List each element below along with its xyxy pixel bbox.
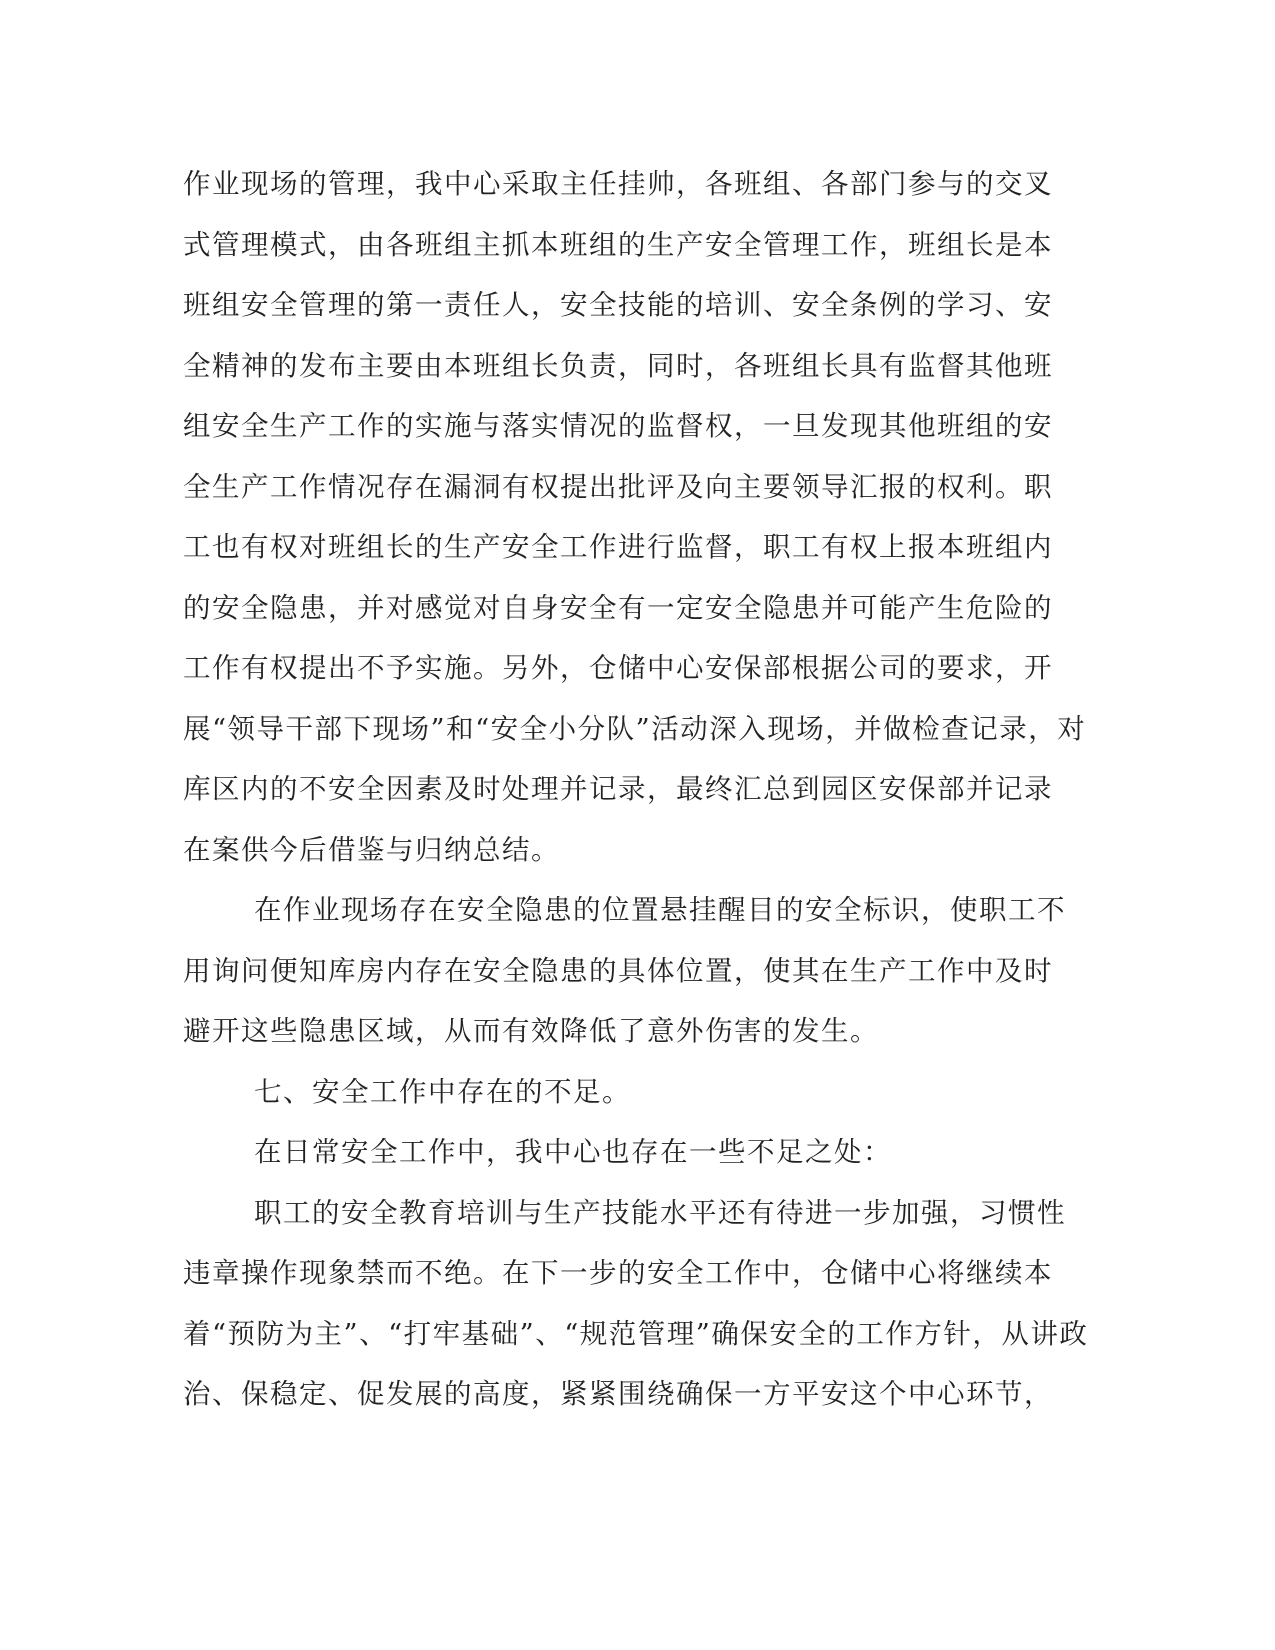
- text-line: 全精神的发布主要由本班组长负责，同时，各班组长具有监督其他班: [183, 349, 1053, 382]
- paragraph-first-line: 在作业现场存在安全隐患的位置悬挂醒目的安全标识，使职工不: [254, 894, 1066, 926]
- text-line: 作业现场的管理，我中心采取主任挂帅，各班组、各部门参与的交叉: [183, 168, 1053, 200]
- text-line: 工作有权提出不予实施。另外，仓储中心安保部根据公司的要求，开: [183, 652, 1053, 684]
- text-line: 班组安全管理的第一责任人，安全技能的培训、安全条例的学习、安: [183, 289, 1053, 321]
- text-line: 全生产工作情况存在漏洞有权提出批评及向主要领导汇报的权利。职: [183, 470, 1053, 503]
- text-line: 着“预防为主”、“打牢基础”、“规范管理”确保安全的工作方针，从讲政: [183, 1317, 1089, 1350]
- text-line: 库区内的不安全因素及时处理并记录，最终汇总到园区安保部并记录: [183, 773, 1053, 805]
- paragraph-first-line: 在日常安全工作中，我中心也存在一些不足之处：: [254, 1136, 892, 1168]
- section-heading: 七、安全工作中存在的不足。: [254, 1075, 631, 1108]
- text-line: 治、保稳定、促发展的高度，紧紧围绕确保一方平安这个中心环节，: [183, 1378, 1053, 1410]
- text-line: 组安全生产工作的实施与落实情况的监督权，一旦发现其他班组的安: [183, 410, 1053, 442]
- text-line: 违章操作现象禁而不绝。在下一步的安全工作中，仓储中心将继续本: [183, 1257, 1053, 1289]
- text-line: 展“领导干部下现场”和“安全小分队”活动深入现场，并做检查记录，对: [183, 712, 1087, 745]
- text-line: 避开这些隐患区域，从而有效降低了意外伤害的发生。: [183, 1015, 879, 1047]
- text-line: 的安全隐患，并对感觉对自身安全有一定安全隐患并可能产生危险的: [183, 591, 1053, 624]
- text-line: 在案供今后借鉴与归纳总结。: [183, 833, 560, 866]
- text-line: 用询问便知库房内存在安全隐患的具体位置，使其在生产工作中及时: [183, 954, 1053, 987]
- text-line: 工也有权对班组长的生产安全工作进行监督，职工有权上报本班组内: [183, 531, 1053, 563]
- document-body: [183, 154, 1089, 1425]
- text-line: 式管理模式，由各班组主抓本班组的生产安全管理工作，班组长是本: [183, 228, 1053, 261]
- paragraph-first-line: 职工的安全教育培训与生产技能水平还有待进一步加强，习惯性: [254, 1196, 1066, 1229]
